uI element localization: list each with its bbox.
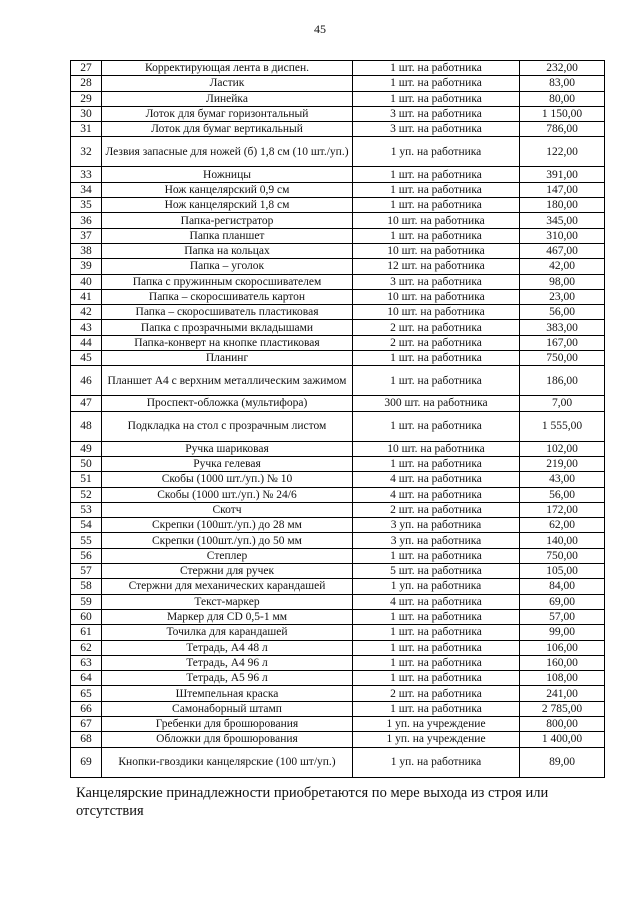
row-number: 36 (71, 213, 102, 228)
item-name: Степлер (102, 548, 353, 563)
item-price: 467,00 (520, 243, 605, 258)
item-price: 750,00 (520, 351, 605, 366)
row-number: 53 (71, 502, 102, 517)
item-quantity: 3 шт. на работника (353, 122, 520, 137)
row-number: 46 (71, 366, 102, 396)
item-quantity: 1 шт. на работника (353, 671, 520, 686)
table-row (71, 655, 605, 670)
item-quantity: 10 шт. на работника (353, 441, 520, 456)
row-number: 65 (71, 686, 102, 701)
table-row (71, 671, 605, 686)
table-row (71, 91, 605, 106)
table-row (71, 625, 605, 640)
item-price: 108,00 (520, 671, 605, 686)
item-price: 241,00 (520, 686, 605, 701)
row-number: 63 (71, 655, 102, 670)
row-number: 49 (71, 441, 102, 456)
item-name: Точилка для карандашей (102, 625, 353, 640)
item-price: 57,00 (520, 609, 605, 624)
item-name: Скрепки (100шт./уп.) до 50 мм (102, 533, 353, 548)
item-quantity: 10 шт. на работника (353, 213, 520, 228)
item-quantity: 1 шт. на работника (353, 548, 520, 563)
table-row (71, 76, 605, 91)
item-name: Нож канцелярский 1,8 см (102, 198, 353, 213)
item-price: 122,00 (520, 137, 605, 167)
item-quantity: 3 уп. на работника (353, 518, 520, 533)
item-name: Тетрадь, А5 96 л (102, 671, 353, 686)
item-quantity: 1 шт. на работника (353, 228, 520, 243)
item-quantity: 1 шт. на работника (353, 366, 520, 396)
item-quantity: 1 уп. на учреждение (353, 732, 520, 747)
item-price: 84,00 (520, 579, 605, 594)
item-price: 102,00 (520, 441, 605, 456)
item-name: Тетрадь, А4 96 л (102, 655, 353, 670)
item-price: 99,00 (520, 625, 605, 640)
footnote: Канцелярские принадлежности приобретаются по мере выхода из строя или отсутствия (76, 785, 549, 819)
item-quantity: 1 шт. на работника (353, 655, 520, 670)
item-price: 172,00 (520, 502, 605, 517)
item-price: 1 400,00 (520, 732, 605, 747)
item-name: Кнопки-гвоздики канцелярские (100 шт/уп.) (102, 747, 353, 777)
page-number: 45 (314, 22, 326, 36)
item-price: 23,00 (520, 289, 605, 304)
row-number: 69 (71, 747, 102, 777)
item-name: Стержни для ручек (102, 564, 353, 579)
item-price: 391,00 (520, 167, 605, 182)
item-price: 89,00 (520, 747, 605, 777)
table-row (71, 167, 605, 182)
table-row (71, 366, 605, 396)
table-row (71, 716, 605, 731)
row-number: 57 (71, 564, 102, 579)
row-number: 59 (71, 594, 102, 609)
item-name: Корректирующая лента в диспен. (102, 61, 353, 76)
item-quantity: 1 уп. на работника (353, 747, 520, 777)
table-row (71, 441, 605, 456)
item-price: 786,00 (520, 122, 605, 137)
item-quantity: 4 шт. на работника (353, 472, 520, 487)
table-row (71, 518, 605, 533)
item-quantity: 1 шт. на работника (353, 640, 520, 655)
row-number: 33 (71, 167, 102, 182)
item-name: Скобы (1000 шт./уп.) № 24/6 (102, 487, 353, 502)
item-name: Нож канцелярский 0,9 см (102, 182, 353, 197)
item-name: Ножницы (102, 167, 353, 182)
row-number: 52 (71, 487, 102, 502)
item-name: Скрепки (100шт./уп.) до 28 мм (102, 518, 353, 533)
row-number: 67 (71, 716, 102, 731)
item-name: Папка-конверт на кнопке пластиковая (102, 335, 353, 350)
item-name: Папка с прозрачными вкладышами (102, 320, 353, 335)
item-name: Тетрадь, А4 48 л (102, 640, 353, 655)
table-row (71, 198, 605, 213)
table-row (71, 396, 605, 411)
item-quantity: 1 шт. на работника (353, 76, 520, 91)
row-number: 41 (71, 289, 102, 304)
item-quantity: 12 шт. на работника (353, 259, 520, 274)
item-price: 106,00 (520, 640, 605, 655)
item-price: 7,00 (520, 396, 605, 411)
table-row (71, 411, 605, 441)
row-number: 50 (71, 456, 102, 471)
item-price: 42,00 (520, 259, 605, 274)
item-quantity: 1 шт. на работника (353, 198, 520, 213)
table-row (71, 472, 605, 487)
table-row (71, 289, 605, 304)
item-price: 180,00 (520, 198, 605, 213)
item-name: Маркер для CD 0,5-1 мм (102, 609, 353, 624)
row-number: 30 (71, 106, 102, 121)
item-name: Лоток для бумаг горизонтальный (102, 106, 353, 121)
table-row (71, 732, 605, 747)
table-row (71, 564, 605, 579)
row-number: 39 (71, 259, 102, 274)
item-price: 62,00 (520, 518, 605, 533)
item-quantity: 1 шт. на работника (353, 351, 520, 366)
item-price: 43,00 (520, 472, 605, 487)
item-quantity: 1 шт. на работника (353, 411, 520, 441)
row-number: 55 (71, 533, 102, 548)
item-name: Планинг (102, 351, 353, 366)
item-name: Папка – скоросшиватель картон (102, 289, 353, 304)
table-row (71, 335, 605, 350)
row-number: 66 (71, 701, 102, 716)
item-price: 1 150,00 (520, 106, 605, 121)
table-row (71, 243, 605, 258)
row-number: 32 (71, 137, 102, 167)
item-price: 383,00 (520, 320, 605, 335)
item-price: 1 555,00 (520, 411, 605, 441)
item-quantity: 1 шт. на работника (353, 701, 520, 716)
table-row (71, 609, 605, 624)
item-quantity: 1 уп. на работника (353, 137, 520, 167)
item-price: 83,00 (520, 76, 605, 91)
table-row (71, 579, 605, 594)
item-quantity: 4 шт. на работника (353, 594, 520, 609)
supplies-table-body (71, 61, 605, 778)
item-quantity: 10 шт. на работника (353, 289, 520, 304)
item-price: 140,00 (520, 533, 605, 548)
item-price: 98,00 (520, 274, 605, 289)
row-number: 56 (71, 548, 102, 563)
item-price: 310,00 (520, 228, 605, 243)
item-price: 160,00 (520, 655, 605, 670)
item-name: Лоток для бумаг вертикальный (102, 122, 353, 137)
item-price: 147,00 (520, 182, 605, 197)
table-row (71, 122, 605, 137)
item-name: Линейка (102, 91, 353, 106)
item-name: Текст-маркер (102, 594, 353, 609)
item-quantity: 3 шт. на работника (353, 106, 520, 121)
table-row (71, 487, 605, 502)
table-row (71, 533, 605, 548)
item-quantity: 1 шт. на работника (353, 91, 520, 106)
item-name: Папка – скоросшиватель пластиковая (102, 305, 353, 320)
item-quantity: 3 уп. на работника (353, 533, 520, 548)
supplies-table (70, 60, 605, 778)
item-quantity: 1 шт. на работника (353, 625, 520, 640)
item-name: Обложки для брошюрования (102, 732, 353, 747)
table-row (71, 548, 605, 563)
item-quantity: 1 шт. на работника (353, 182, 520, 197)
item-name: Стержни для механических карандашей (102, 579, 353, 594)
row-number: 40 (71, 274, 102, 289)
table-row (71, 701, 605, 716)
item-price: 219,00 (520, 456, 605, 471)
item-price: 800,00 (520, 716, 605, 731)
table-row (71, 274, 605, 289)
row-number: 61 (71, 625, 102, 640)
item-quantity: 300 шт. на работника (353, 396, 520, 411)
item-quantity: 1 шт. на работника (353, 61, 520, 76)
row-number: 64 (71, 671, 102, 686)
row-number: 43 (71, 320, 102, 335)
item-name: Скобы (1000 шт./уп.) № 10 (102, 472, 353, 487)
item-price: 186,00 (520, 366, 605, 396)
item-name: Проспект-обложка (мультифора) (102, 396, 353, 411)
item-quantity: 3 шт. на работника (353, 274, 520, 289)
table-row (71, 456, 605, 471)
item-name: Планшет А4 с верхним металлическим зажимом (102, 366, 353, 396)
row-number: 31 (71, 122, 102, 137)
table-row (71, 61, 605, 76)
item-name: Ручка гелевая (102, 456, 353, 471)
row-number: 58 (71, 579, 102, 594)
row-number: 54 (71, 518, 102, 533)
row-number: 60 (71, 609, 102, 624)
table-row (71, 747, 605, 777)
item-quantity: 5 шт. на работника (353, 564, 520, 579)
item-name: Папка планшет (102, 228, 353, 243)
item-price: 105,00 (520, 564, 605, 579)
item-name: Подкладка на стол с прозрачным листом (102, 411, 353, 441)
item-price: 167,00 (520, 335, 605, 350)
table-row (71, 106, 605, 121)
item-quantity: 2 шт. на работника (353, 686, 520, 701)
item-quantity: 10 шт. на работника (353, 243, 520, 258)
table-row (71, 502, 605, 517)
table-row (71, 213, 605, 228)
item-name: Папка-регистратор (102, 213, 353, 228)
item-quantity: 1 уп. на работника (353, 579, 520, 594)
table-row (71, 686, 605, 701)
row-number: 37 (71, 228, 102, 243)
item-name: Папка на кольцах (102, 243, 353, 258)
table-row (71, 351, 605, 366)
item-price: 80,00 (520, 91, 605, 106)
item-quantity: 1 шт. на работника (353, 609, 520, 624)
table-row (71, 320, 605, 335)
row-number: 48 (71, 411, 102, 441)
row-number: 34 (71, 182, 102, 197)
row-number: 42 (71, 305, 102, 320)
item-quantity: 4 шт. на работника (353, 487, 520, 502)
row-number: 51 (71, 472, 102, 487)
table-row (71, 594, 605, 609)
item-price: 2 785,00 (520, 701, 605, 716)
item-price: 750,00 (520, 548, 605, 563)
item-quantity: 2 шт. на работника (353, 502, 520, 517)
row-number: 47 (71, 396, 102, 411)
item-quantity: 2 шт. на работника (353, 320, 520, 335)
row-number: 45 (71, 351, 102, 366)
row-number: 28 (71, 76, 102, 91)
row-number: 35 (71, 198, 102, 213)
row-number: 29 (71, 91, 102, 106)
table-row (71, 640, 605, 655)
item-name: Скотч (102, 502, 353, 517)
item-quantity: 1 шт. на работника (353, 167, 520, 182)
table-row (71, 259, 605, 274)
item-price: 56,00 (520, 305, 605, 320)
item-quantity: 10 шт. на работника (353, 305, 520, 320)
item-quantity: 1 уп. на учреждение (353, 716, 520, 731)
row-number: 62 (71, 640, 102, 655)
item-price: 232,00 (520, 61, 605, 76)
row-number: 44 (71, 335, 102, 350)
row-number: 27 (71, 61, 102, 76)
item-price: 345,00 (520, 213, 605, 228)
item-name: Папка – уголок (102, 259, 353, 274)
item-name: Папка с пружинным скоросшивателем (102, 274, 353, 289)
table-row (71, 137, 605, 167)
item-name: Ластик (102, 76, 353, 91)
item-name: Ручка шариковая (102, 441, 353, 456)
table-row (71, 228, 605, 243)
item-name: Штемпельная краска (102, 686, 353, 701)
row-number: 38 (71, 243, 102, 258)
item-price: 69,00 (520, 594, 605, 609)
item-name: Лезвия запасные для ножей (б) 1,8 см (10 шт./уп.) (102, 137, 353, 167)
item-name: Самонаборный штамп (102, 701, 353, 716)
table-row (71, 305, 605, 320)
item-name: Гребенки для брошюрования (102, 716, 353, 731)
item-quantity: 1 шт. на работника (353, 456, 520, 471)
item-quantity: 2 шт. на работника (353, 335, 520, 350)
table-row (71, 182, 605, 197)
item-price: 56,00 (520, 487, 605, 502)
row-number: 68 (71, 732, 102, 747)
